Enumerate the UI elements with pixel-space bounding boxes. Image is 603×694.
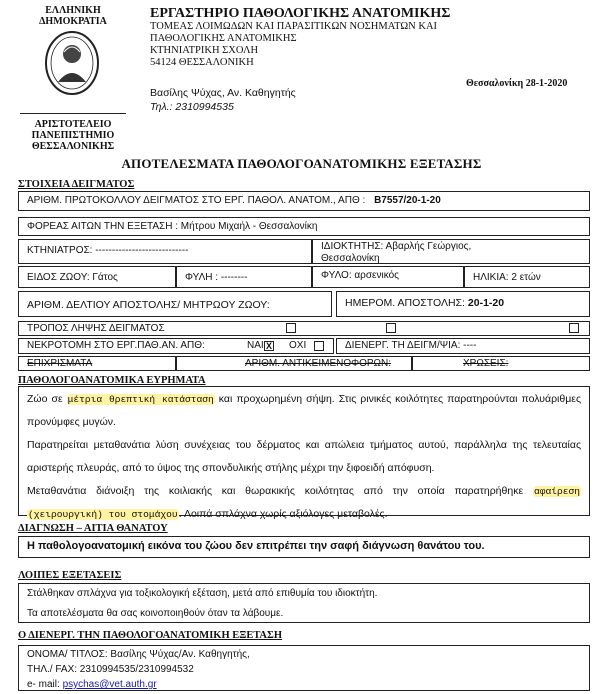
age-cell (464, 266, 590, 288)
findings-highlight-nutrition: μέτρια θρεπτική κατάσταση (67, 394, 214, 405)
stains-cell (412, 356, 590, 371)
contact-phone: Τηλ.: 2310994535 (150, 101, 234, 113)
university-seal-icon (44, 30, 100, 96)
requester-text: ΦΟΡΕΑΣ ΑΙΤΩΝ ΤΗΝ ΕΞΕΤΑΣΗ : Μήτρου Μιχαήλ - Θεσσαλονίκη (27, 221, 318, 232)
responsible-phone-fax: ΤΗΛ./ FAX: 2310994535/2310994532 (27, 664, 194, 675)
findings-paragraph-1 (27, 388, 581, 434)
necropsy-label: ΝΕΚΡΟΤΟΜΗ ΣΤΟ ΕΡΓ.ΠΑΘ.ΑΝ. ΑΠΘ: (27, 340, 205, 351)
requester-row (18, 217, 590, 236)
sampling-checkbox-1[interactable] (286, 323, 296, 333)
dispatch-date-value: 20-1-20 (467, 297, 505, 309)
protocol-label: ΑΡΙΘΜ. ΠΡΩΤΟΚΟΛΛΟΥ ΔΕΙΓΜΑΤΟΣ ΣΤΟ ΕΡΓ. ΠΑΘΟΛ. ΑΝΑΤΟΜ., ΑΠΘ : (27, 195, 366, 206)
lab-school: ΚΤΗΝΙΑΤΡΙΚΗ ΣΧΟΛΗ (150, 45, 259, 56)
sex-value: ΦΥΛΟ: αρσενικός (321, 270, 399, 281)
findings-paragraph-3 (27, 480, 581, 526)
owner-label: ΙΔΙΟΚΤΗΤΗΣ: Αβαρλής Γεώργιος, (321, 241, 472, 252)
lab-header (150, 6, 590, 69)
smears-label: ΕΠΙΧΡΙΣΜΑΤΑ (27, 358, 93, 369)
sex-cell (312, 266, 464, 288)
page-title: ΑΠΟΤΕΛΕΣΜΑΤΑ ΠΑΘΟΛΟΓΟΑΝΑΤΟΜΙΚΗΣ ΕΞΕΤΑΣΗΣ (121, 156, 482, 171)
lab-name: ΕΡΓΑΣΤΗΡΙΟ ΠΑΘΟΛΟΓΙΚΗΣ ΑΝΑΤΟΜΙΚΗΣ (150, 6, 451, 21)
responsible-box (18, 645, 590, 691)
responsible-name: ΟΝΟΜΑ/ ΤΙΤΛΟΣ: Βασίλης Ψύχας/Αν. Καθηγητής, (27, 649, 250, 660)
other-exams-line-1: Στάλθηκαν σπλάχνα για τοξικολογική εξέταση, μετά από επιθυμία του ιδιοκτήτη. (27, 588, 378, 599)
diagnosis-text: Η παθολογοανατομική εικόνα του ζώου δεν επιτρέπει την σαφή διάγνωση θανάτου του. (27, 540, 485, 552)
lab-contact (150, 86, 296, 114)
findings-box (18, 386, 590, 520)
slides-cell (176, 356, 412, 371)
findings-highlight-stomach: (χειρουργική) του στομάχου (28, 509, 178, 520)
sampling-method-row (18, 321, 590, 336)
lab-dept-line-1: ΤΟΜΕΑΣ ΛΟΙΜΩΔΩΝ ΚΑΙ ΠΑΡΑΣΙΤΙΚΩΝ ΝΟΣΗΜΑΤΩΝ ΚΑΙ (150, 21, 438, 32)
necropsy-yes-checkbox[interactable]: X (265, 341, 272, 351)
vet-cell (18, 239, 312, 264)
contact-name: Βασίλης Ψύχας, Αν. Καθηγητής (150, 87, 296, 99)
vet-label: ΚΤΗΝΙΑΤΡΟΣ: ---------------------------- (27, 245, 189, 256)
diagnosis-section-heading: ΔΙΑΓΝΩΣΗ – ΑΙΤΙΑ ΘΑΝΑΤΟΥ (18, 523, 168, 534)
email-link[interactable]: psychas@vet.auth.gr (62, 679, 157, 690)
necropsy-no-label: ΟΧΙ (289, 340, 307, 351)
stains-label: ΧΡΩΣΕΙΣ: (463, 358, 509, 369)
dispatch-number-label: ΑΡΙΘΜ. ΔΕΛΤΙΟΥ ΑΠΟΣΤΟΛΗΣ/ ΜΗΤΡΩΟΥ ΖΩΟΥ: (27, 299, 270, 311)
findings-highlight-removal: αφαίρεση (533, 486, 580, 497)
necropsy-yes-label: ΝΑΙ (247, 340, 264, 351)
header-divider (20, 113, 126, 114)
processing-value: ΔΙΕΝΕΡΓ. ΤΗ ΔΕΙΓΜ/ΨΙΑ: ---- (345, 340, 477, 351)
university-label: ΑΡΙΣΤΟΤΕΛΕΙΟ ΠΑΝΕΠΙΣΤΗΜΙΟ ΘΕΣΣΑΛΟΝΙΚΗΣ (31, 119, 115, 152)
findings-section-heading: ΠΑΘΟΛΟΓΟΑΝΑΤΟΜΙΚΑ ΕΥΡΗΜΑΤΑ (18, 375, 206, 386)
sampling-checkbox-3[interactable] (569, 323, 579, 333)
lab-address: 54124 ΘΕΣΣΑΛΟΝΙΚΗ (150, 57, 254, 68)
other-exams-box (18, 583, 590, 623)
dispatch-date-label: ΗΜΕΡΟΜ. ΑΠΟΣΤΟΛΗΣ: (345, 297, 465, 309)
age-value: ΗΛΙΚΙΑ: 2 ετών (473, 272, 541, 283)
owner-cell (312, 239, 590, 264)
necropsy-no-checkbox[interactable] (314, 341, 324, 351)
report-date: Θεσσαλονίκη 28-1-2020 (466, 78, 568, 89)
diagnosis-box (18, 536, 590, 558)
other-exams-section-heading: ΛΟΙΠΕΣ ΕΞΕΤΑΣΕΙΣ (18, 570, 122, 581)
slides-label: ΑΡΙΘΜ. ΑΝΤΙΚΕΙΜΕΝΟΦΟΡΩΝ: (245, 358, 392, 369)
findings-p3-start: Μεταθανάτια διάνοιξη της κοιλιακής και θωρακικής κοιλότητας από την οποία παρατηρήθηκε (27, 485, 524, 497)
species-value: ΕΙΔΟΣ ΖΩΟΥ: Γάτος (27, 272, 118, 283)
processing-cell (336, 338, 590, 354)
breed-value: ΦΥΛΗ : -------- (185, 272, 248, 283)
dispatch-date-cell (336, 291, 590, 317)
findings-p3-end: . Λοιπά σπλάχνα χωρίς αξιόλογες μεταβολές. (178, 508, 388, 520)
smears-cell (18, 356, 176, 371)
sampling-checkbox-2[interactable] (386, 323, 396, 333)
sample-section-heading: ΣΤΟΙΧΕΙΑ ΔΕΙΓΜΑΤΟΣ (18, 179, 135, 190)
necropsy-cell (18, 338, 334, 354)
findings-p1-end: και προχωρημένη σήψη. Στις ρινικές κοιλότητες παρατηρούνται πολυάριθμες προνύμφες μυγών. (27, 393, 582, 428)
responsible-email-line (27, 677, 581, 692)
findings-p1-start: Ζώο σε (27, 393, 63, 405)
responsible-section-heading: Ο ΔΙΕΝΕΡΓ. ΤΗΝ ΠΑΘΟΛΟΓΟΑΝΑΤΟΜΙΚΗ ΕΞΕΤΑΣΗ (18, 630, 282, 641)
republic-label: ΕΛΛΗΝΙΚΗ ΔΗΜΟΚΡΑΤΙΑ (39, 5, 107, 27)
breed-cell (176, 266, 312, 288)
owner-city: Θεσσαλονίκη (321, 253, 380, 264)
sampling-method-label: ΤΡΟΠΟΣ ΛΗΨΗΣ ΔΕΙΓΜΑΤΟΣ (27, 323, 165, 334)
findings-paragraph-2: Παρατηρείται μεταθανάτια λύση συνέχειας του δέρματος και απώλεια τμήματος αυτού, παράλληλα της τελευταίας αριστερής πλευράς, από το ύψος της σπονδυλικής στήλης μέχρι την ξιφοειδή απόφυση. (27, 439, 581, 474)
lab-dept-line-2: ΠΑΘΟΛΟΓΙΚΗΣ ΑΝΑΤΟΜΙΚΗΣ (150, 33, 297, 44)
species-cell (18, 266, 176, 288)
dispatch-number-cell (18, 291, 332, 317)
other-exams-line-2: Τα αποτελέσματα θα σας κοινοποιηθούν όταν τα λάβουμε. (27, 608, 284, 619)
email-label: e- mail: (27, 679, 63, 690)
protocol-row (18, 191, 590, 211)
protocol-value: B7557/20-1-20 (374, 195, 441, 206)
